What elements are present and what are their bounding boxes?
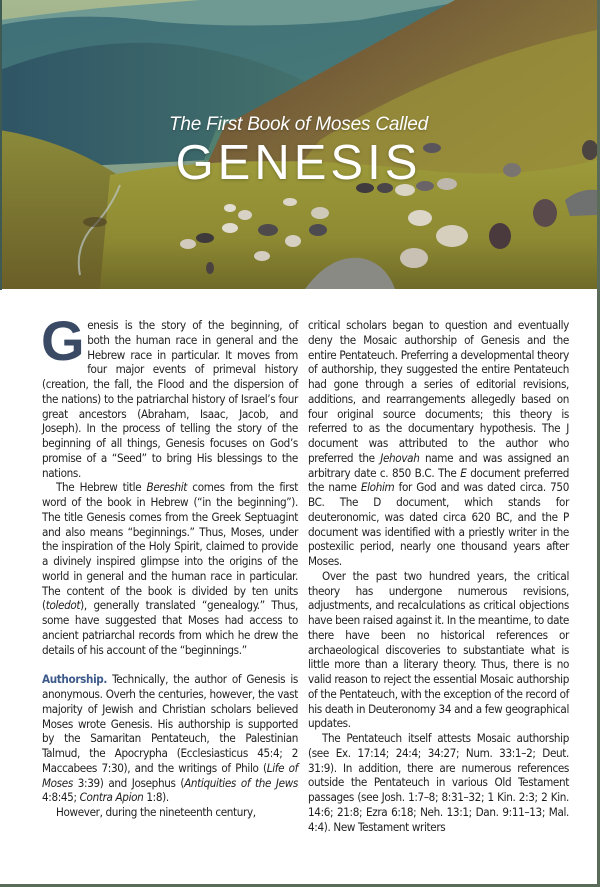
italic-term: Antiquities of the Jews	[184, 775, 298, 790]
page-edge-left	[0, 0, 2, 290]
title-paragraph	[42, 480, 298, 657]
text-run: comes from the first word of the book in Hebrew (“in the beginning”). The title Genesis comes from the Greek Septuagint and also means “beginnings.” Thus, Moses, under the inspiration of the Holy Spirit, claimed to provide a divinely inspired glimpse into the origins of the world in general and the human race in particular. The content of the book is divided by ten units (	[42, 480, 298, 613]
italic-term: Elohim	[360, 480, 395, 495]
text-run: 1:8).	[143, 790, 169, 805]
italic-term: Jehovah	[380, 450, 420, 465]
pentateuch-paragraph: The Pentateuch itself attests Mosaic authorship (see Ex. 17:14; 24:4; 34:27; Num. 33:1–2; Deut. 31:9). In addition, there are numerous references outside the Pentateuch in various Old Testament passages (see Josh. 1:7–8; 8:31–32; 1 Kin. 2:3; 2 Kin. 14:6; 21:8; Ezra 6:18; Neh. 13:1; Dan. 9:11–13; Mal. 4:4). New Testament writers	[308, 731, 569, 834]
text-run: name and was assigned an arbitrary date c. 850 B.C. The	[308, 450, 569, 480]
book-title: GENESIS	[175, 136, 422, 190]
intro-paragraph	[41, 309, 298, 480]
critical-theory-paragraph: Over the past two hundred years, the critical theory has undergone numerous revisions, adjustments, and recalculations as critical objections have been raised against it. In the meantime, to date there have been no historical references or archaeological discoveries to substantiate what is little more than a literary theory. Thus, there is no valid reason to reject the essential Mosaic authorship of the Pentateuch, with the exception of the record of his death in Deuteronomy 34 and a few geographical updates.	[308, 568, 569, 731]
book-subtitle: The First Book of Moses Called	[168, 114, 429, 135]
text-column-left	[41, 309, 298, 820]
text-run: The Hebrew title	[56, 480, 147, 495]
italic-term: E	[460, 465, 467, 480]
italic-term: Bereshit	[146, 480, 188, 495]
text-run: 4:8:45;	[42, 790, 80, 805]
text-run: document preferred the name	[308, 465, 569, 495]
text-column-right	[308, 318, 569, 834]
section-spacer	[42, 657, 298, 672]
text-run: ), generally translated “genealogy.” Thus, some have suggested that Moses had access to ancient patriarchal records from which he drew the details of his account of the “beginnings.”	[42, 598, 298, 657]
hero-banner	[0, 0, 597, 289]
text-run: for God and was dated circa. 750 BC. The D document, which stands for deuteronomic, was dated circa 620 BC, and the P document was identified with a priestly writer in the postexilic period, nearly one thousand years after Moses.	[308, 480, 569, 568]
italic-term: Contra Apion	[79, 790, 144, 805]
italic-term: toledot	[45, 598, 81, 613]
text-run: critical scholars began to question and eventually deny the Mosaic authorship of Genesis and the entire Pentateuch. Preferring a developmental theory of authorship, they suggested the entire Pentateuch had gone through a series of editorial revisions, additions, and rearrangements allegedly based on four original source documents; this theory is referred to as the documentary hypothesis. The J document was attributed to the author who preferred the	[308, 318, 569, 465]
authorship-heading: Authorship.	[42, 672, 108, 687]
text-run: Technically, the author of Genesis is anonymous. Overh the centuries, however, the vast majority of Jewish and Christian scholars believed Moses wrote Genesis. His authorship is supported by the Samaritan Pentateuch, the Palestinian Talmud, the Apocrypha (Ecclesiasticus 45:4; 2 Maccabees 7:30), and the writings of Philo (	[42, 672, 298, 775]
criticism-paragraph	[308, 318, 569, 569]
intro-text: enesis is the story of the beginning, of both the human race in general and the Hebrew race in particular. It moves from four major events of primeval history (creation, the fall, the Flood and the dispersion of the nations) to the patriarchal history of Israel’s four great ancestors (Abraham, Isaac, Jacob, and Joseph). In the process of telling the story of the beginning of all things, Genesis focuses on God’s promise of a “Seed” to bring His blessings to the nations.	[42, 318, 298, 480]
authorship-paragraph	[42, 672, 298, 805]
drop-cap: G	[41, 309, 85, 372]
italic-term: Life of Moses	[42, 760, 298, 790]
text-run: 3:39) and Josephus (	[72, 775, 185, 790]
criticism-paragraph-start: However, during the nineteenth century,	[56, 805, 256, 819]
